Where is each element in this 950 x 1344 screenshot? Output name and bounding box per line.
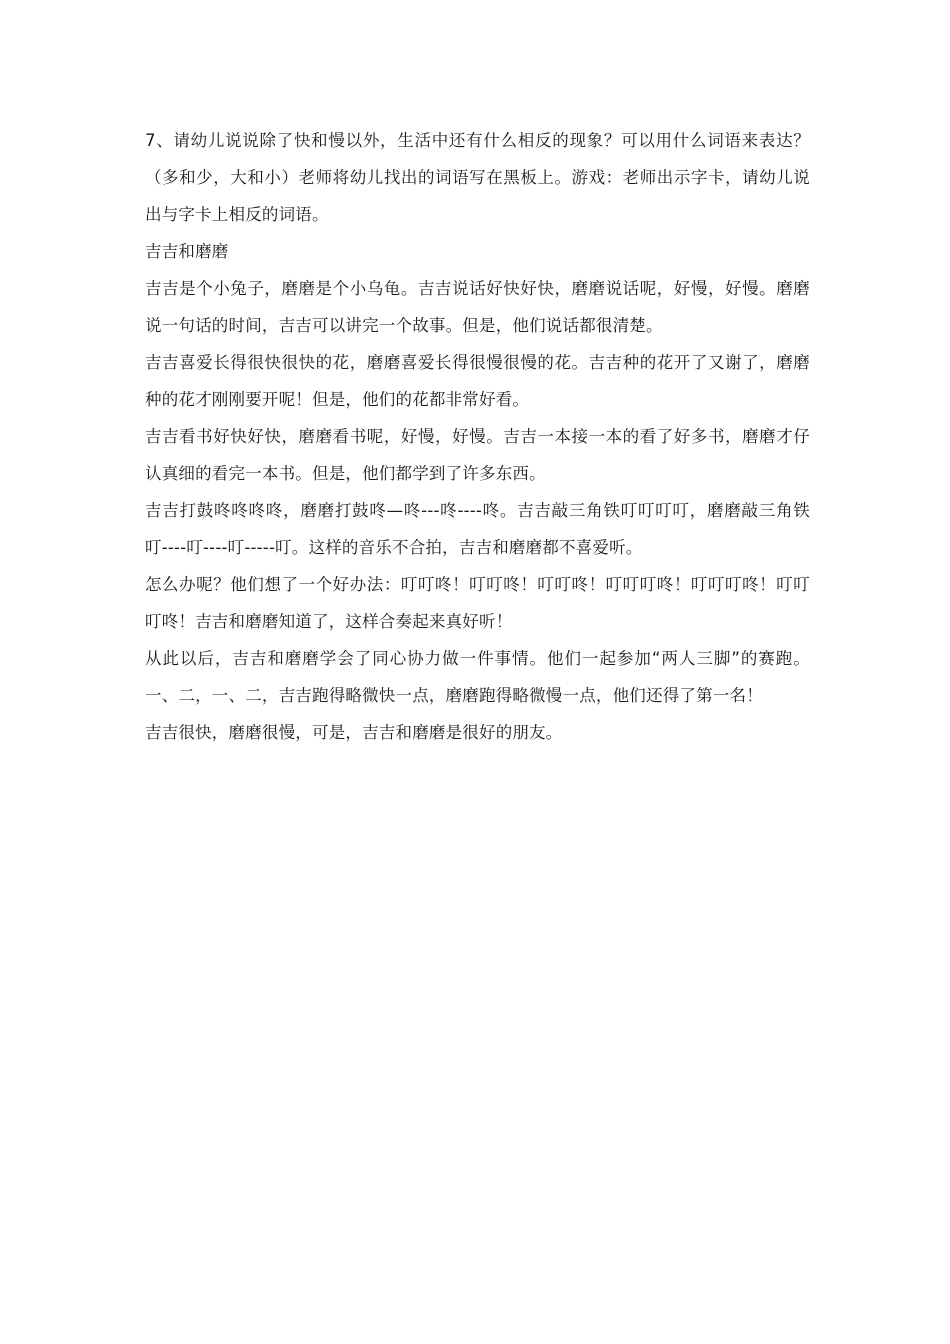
- story-paragraph-7: 吉吉很快，磨磨很慢，可是，吉吉和磨磨是很好的朋友。: [145, 723, 563, 742]
- story-paragraph-1: 吉吉是个小兔子，磨磨是个小乌龟。吉吉说话好快好快，磨磨说话呢，好慢，好慢。磨磨说一句话的时间，吉吉可以讲完一个故事。但是，他们说话都很清楚。: [145, 279, 810, 335]
- story-paragraph-2: 吉吉喜爱长得很快很快的花，磨磨喜爱长得很慢很慢的花。吉吉种的花开了又谢了，磨磨种的花才刚刚要开呢！但是，他们的花都非常好看。: [145, 353, 810, 409]
- story-paragraph-3: 吉吉看书好快好快，磨磨看书呢，好慢，好慢。吉吉一本接一本的看了好多书，磨磨才仔认真细的看完一本书。但是，他们都学到了许多东西。: [145, 427, 810, 483]
- story-paragraph-5: 怎么办呢？他们想了一个好办法：叮叮咚！叮叮咚！叮叮咚！叮叮叮咚！叮叮叮咚！叮叮叮咚！吉吉和磨磨知道了，这样合奏起来真好听！: [145, 575, 810, 631]
- story-paragraph-6: 从此以后，吉吉和磨磨学会了同心协力做一件事情。他们一起参加“两人三脚”的赛跑。一、二，一、二，吉吉跑得略微快一点，磨磨跑得略微慢一点，他们还得了第一名！: [145, 649, 810, 705]
- document-body: [145, 122, 810, 751]
- story-paragraph-4: 吉吉打鼓咚咚咚咚，磨磨打鼓咚—咚---咚----咚。吉吉敲三角铁叮叮叮叮，磨磨敲三角铁叮----叮----叮-----叮。这样的音乐不合拍，吉吉和磨磨都不喜爱听。: [145, 501, 810, 557]
- intro-paragraph: 7、请幼儿说说除了快和慢以外，生活中还有什么相反的现象？可以用什么词语来表达？（多和少，大和小）老师将幼儿找出的词语写在黑板上。游戏：老师出示字卡，请幼儿说出与字卡上相反的词语。: [145, 131, 810, 224]
- story-title: 吉吉和磨磨: [145, 242, 229, 261]
